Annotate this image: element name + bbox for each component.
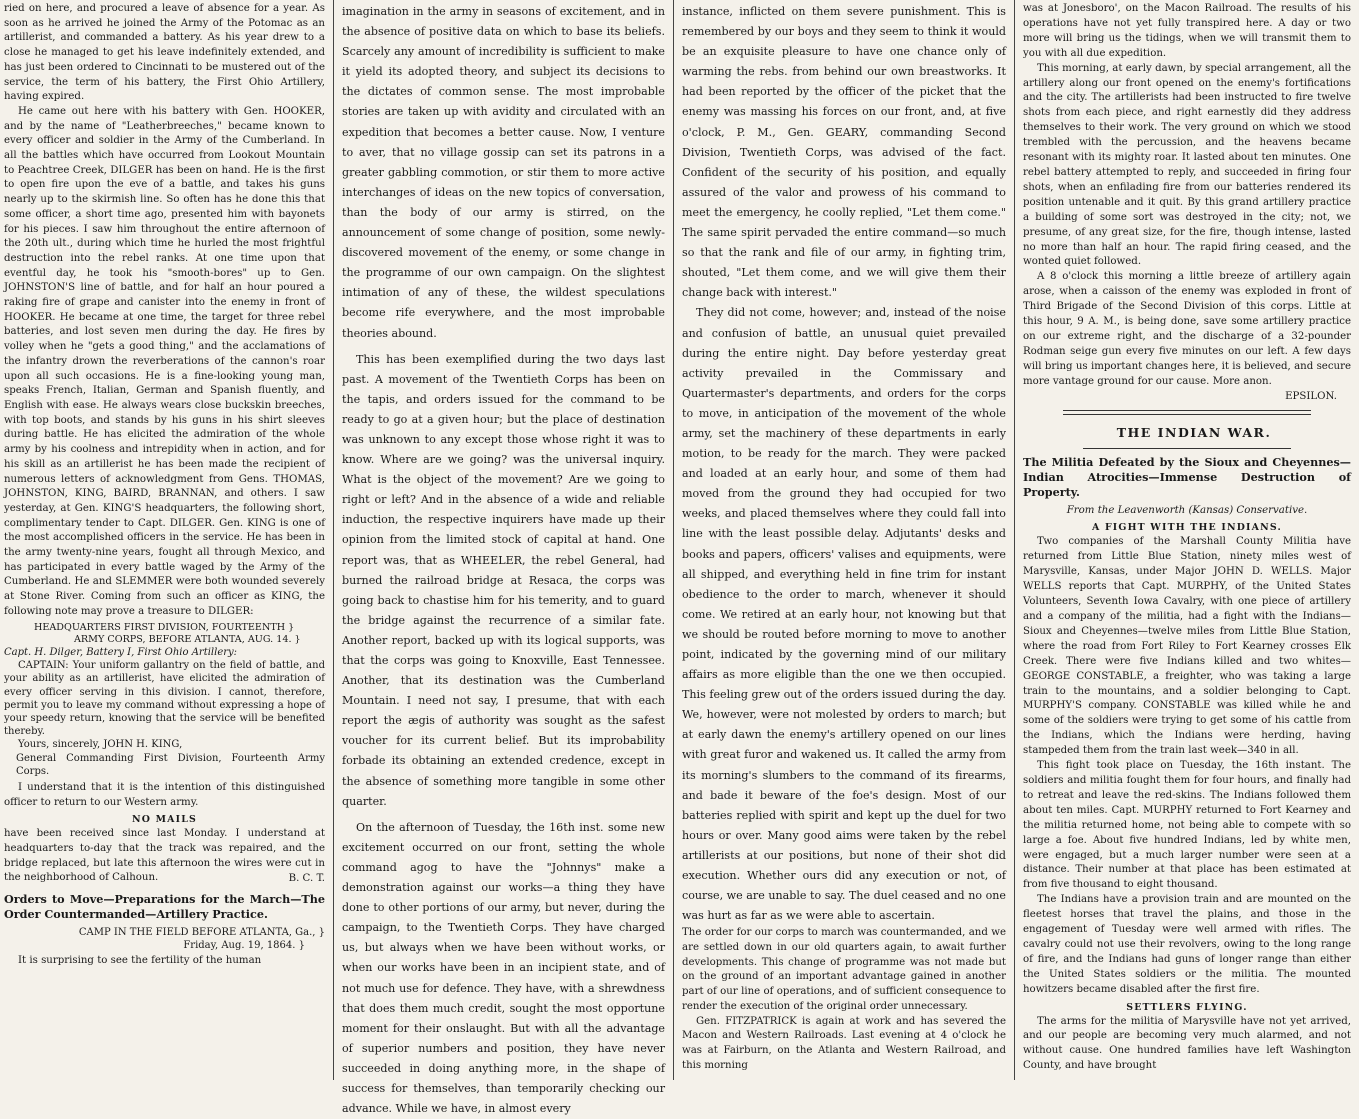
article-paragraph: He came out here with his battery with Gen. HOOKER, and by the name of "Leatherbreeches," became known to every officer and soldier in the Army of the Cumberland. In all the battles which have occurred from Lookout Mountain to Peachtree Creek, DILGER has been on hand. He is the first to open fire upon the eve of a battle, and takes his guns nearly up to the skirmish line. So often has he done this that some officer, a short time ago, presented him with bayonets for his pieces. I saw him throughout the entire afternoon of the 20th ult., during which time he hurled the most frightful destruction into the rebel ranks. At one time upon that eventful day, he took his "smooth-bores" up to Gen. JOHNSTON'S line of battle, and for half an hour poured a raking fire of grape and canister into the enemy in front of HOOKER. He became at one time, the target for three rebel batteries, and lost seven men during the day. He fires by volley when he "gets a good thing," and the acclamations of the infantry drown the reverberations of the cannon's roar upon all such occasions. He is a fine-looking young man, speaks French, Italian, German and Spanish fluently, and English with ease. He always wears close buckskin breeches, with top boots, and stands by his guns in his shirt sleeves during battle. He has elicited the admiration of the whole army by his coolness and intrepidity when in action, and for his skill as an artillerist he has been made the recipient of numerous letters of acknowledgment from Gens. THOMAS, JOHNSTON, KING, BAIRD, BRANNAN, and others. I saw yesterday, at Gen. KING'S headquarters, the following short, complimentary tender to Capt. DILGER. Gen. KING is one of the most accomplished officers in the service. He has been in the army twenty-nine years, fought all through Mexico, and has participated in every battle waged by the Army of the Cumberland. He and SLEMMER were both wounded severely at Stone River. Coming from such an officer as KING, the following note may prove a treasure to DILGER: — [4, 105, 325, 617]
headline-militia: The Militia Defeated by the Sioux and Cheyennes—Indian Atrocities—Immense Destruction of Property. — [1023, 454, 1351, 499]
subheading-no-mails: NO MAILS — [132, 814, 197, 826]
article-paragraph: I understand that it is the intention of this distinguished officer to return to our Western army. — [4, 781, 325, 808]
article-paragraph: imagination in the army in seasons of excitement, and in the absence of positive data on which to base its beliefs. Scarcely any amount of incredibility is sufficient to make it yield its adopted theory, and subject its decisions to the dictates of common sense. The most improbable stories are taken up with avidity and circulated with an expedition that becomes a better cause. Now, I venture to aver, that no village gossip can set its patrons in a greater gabbling commotion, or stir them to more active interchanges of ideas on the new topics of conversation, than the body of our army is stirred, on the announcement of some change of position, some newly-discovered movement of the enemy, or some change in the programme of our own campaign. On the slightest intimation of any of these, the wildest speculations become rife everywhere, and the most improbable theories abound. — [342, 5, 665, 340]
source-line: From the Leavenworth (Kansas) Conservative. — [1066, 504, 1308, 516]
letter-body: CAPTAIN: Your uniform gallantry on the field of battle, and your ability as an artillerist, have elicited the admiration of every officer serving in this division. I cannot, therefore, permit you to leave my command without expressing a hope of your speedy return, knowing that the service will be benefited thereby. — [4, 660, 325, 738]
letter-closing: Yours, sincerely, JOHN H. KING, — [18, 739, 183, 751]
article-paragraph: The Indians have a provision train and are mounted on the fleetest horses that travel the plains, and those in the engagement of Tuesday were well armed with rifles. The cavalry could not use their revolvers, owing to the long range of fire, and the Indians had guns of longer range than either the United States soldiers or the militia. The mounted howitzers became disabled after the first fire. — [1023, 894, 1351, 995]
article-paragraph: It is surprising to see the fertility of the human — [18, 955, 262, 967]
article-paragraph: The order for our corps to march was countermanded, and we are settled down in our old quarters again, to await further developments. This change of programme was not made but on the ground of an important advantage gained in another part of our line of operations, and of sufficient consequence to render the execution of the original order unnecessary. — [682, 927, 1006, 1012]
article-paragraph: They did not come, however; and, instead of the noise and confusion of battle, an unusual quiet prevailed during the entire night. Day before yesterday great activity prevailed in the Commissary and Quartermaster's departments, and orders for the corps to move, in anticipation of the movement of the whole army, set the machinery of these departments in early motion, to be ready for the march. They were packed and loaded at an early hour, and some of them had moved from the ground they had occupied for two weeks, and placed themselves where they could fall into line with the least possible delay. Adjutants' desks and books and papers, officers' valises and equipments, were all shipped, and everything held in fine trim for instant obedience to the order to march, whenever it should come. We retired at an early hour, not knowing but that we should be routed before morning to move to another point, indicated by the governing mind of our military affairs as more eligible than the one we then occupied. This feeling grew out of the orders issued during the day. We, however, were not molested by orders to march; but at early dawn the enemy's artillery opened on our lines with great furor and wakened us. It called the army from its morning's slumbers to the command of its firearms, and bade it beware of the foe's design. Most of our batteries replied with spirit and kept up the duel for two hours or over. Many good aims were taken by the rebel artillerists at our positions, but none of their shot did execution. Whether ours did any execution or not, of course, we are unable to say. The duel ceased and no one was hurt as far as we were able to ascertain. — [682, 306, 1006, 923]
letterhead-line: HEADQUARTERS FIRST DIVISION, FOURTEENTH } — [34, 621, 295, 633]
section-title-indian-war: THE INDIAN WAR. — [1116, 424, 1272, 440]
dateline-line: CAMP IN THE FIELD BEFORE ATLANTA, Ga., } — [78, 927, 325, 939]
subheading-settlers: SETTLERS FLYING. — [1126, 1001, 1248, 1013]
letter — [4, 622, 325, 778]
column-3 — [674, 0, 1015, 1080]
column-1 — [0, 0, 334, 1080]
dateline-line: Friday, Aug. 19, 1864. } — [183, 940, 305, 952]
article-paragraph: Gen. FITZPATRICK is again at work and has severed the Macon and Western Railroads. Last evening at 4 o'clock he was at Fairburn, on the Atlanta and Western Railroad, and this morning — [682, 1015, 1006, 1071]
headline-divider — [1083, 448, 1291, 449]
article-paragraph: A 8 o'clock this morning a little breeze of artillery again arose, when a caisson of the enemy was exploded in front of Third Brigade of the Second Division of this corps. Little at this hour, 9 A. M., is being done, save some artillery practice on our extreme right, and the discharge of a 32-pounder Rodman seige gun every five minutes on our left. A few days will bring us important changes here, it is believed, and secure more vantage ground for our cause. More anon. — [1023, 271, 1351, 387]
letter-signature-title: General Commanding First Division, Fourteenth Army Corps. — [16, 752, 325, 777]
letterhead-line: ARMY CORPS, BEFORE ATLANTA, AUG. 14. } — [74, 633, 301, 645]
section-divider — [1063, 410, 1311, 415]
letter-addressee: Capt. H. Dilger, Battery I, First Ohio Artillery: — [4, 646, 238, 658]
article-paragraph: ried on here, and procured a leave of absence for a year. As soon as he arrived he joined the Army of the Potomac as an artillerist, and commanded a battery. As his year drew to a close he managed to get his leave indefinitely extended, and has just been ordered to Cincinnati to be mustered out of the service, the term of his battery, the First Ohio Artillery, having expired. — [4, 3, 325, 103]
subheading-fight: A FIGHT WITH THE INDIANS. — [1092, 522, 1282, 534]
article-paragraph: This has been exemplified during the two days last past. A movement of the Twentieth Corps has been on the tapis, and orders issued for the command to be ready to go at a given hour; but the place of destination was unknown to any except those whose right it was to know. Where are we going? was the universal inquiry. What is the object of the movement? Are we going to right or left? And in the absence of a wide and reliable induction, the respective inquirers have made up their opinion from the limited stock of capital at hand. One report was, that as WHEELER, the rebel General, had burned the railroad bridge at Resaca, the corps was going back to chastise him for his temerity, and to guard the bridge against the recurrence of a similar fate. Another report, backed up with its logical supports, was that the corps was going to Knoxville, East Tennessee. Another, that its destination was the Cumberland Mountain. I need not say, I presume, that with each report the ægis of authority was sought as the safest voucher for its current belief. But its improbability forbade its obtaining an extended credence, except in the absence of something more tangible in some other quarter. — [342, 352, 665, 808]
signature-bct: B. C. T. — [288, 873, 325, 885]
article-paragraph: have been received since last Monday. I understand at headquarters to-day that the track was repaired, and the bridge replaced, but late this afternoon the wires were cut in the neighborhood of Calhoun. — [4, 828, 325, 884]
column-2 — [334, 0, 674, 1116]
article-paragraph: instance, inflicted on them severe punishment. This is remembered by our boys and they seem to think it would be an exquisite pleasure to have one chance only of warming the rebs. from behind our own breastworks. It had been reported by the officer of the picket that the enemy was massing his forces on our front, and, at five o'clock, P. M., Gen. GEARY, commanding Second Division, Twentieth Corps, was advised of the fact. Confident of the security of his position, and equally assured of the valor and prowess of his command to meet the emergency, he coolly replied, "Let them come." The same spirit pervaded the entire command—so much so that the rank and file of our army, in fighting trim, shouted, "Let them come, and we will give them their change back with interest." — [682, 5, 1006, 300]
article-paragraph: was at Jonesboro', on the Macon Railroad. The results of his operations have not yet fully transpired here. A day or two more will bring us the tidings, when we will transmit them to you with all due expedition. — [1023, 3, 1351, 59]
article-paragraph: The arms for the militia of Marysville have not yet arrived, and our people are becoming very much alarmed, and not without cause. One hundred families have left Washington County, and have brought — [1023, 1015, 1351, 1072]
article-paragraph: Two companies of the Marshall County Militia have returned from Little Blue Station, ninety miles west of Marysville, Kansas, under Major JOHN D. WELLS. Major WELLS reports that Capt. MURPHY, of the United States Volunteers, Seventh Iowa Cavalry, with one piece of artillery and a company of the militia, had a fight with the Indians—Sioux and Cheyennes—twelve miles from Little Blue Station, where the road from Fort Riley to Fort Kearney crosses Elk Creek. There were five Indians killed and two whites—GEORGE CONSTABLE, a freighter, who was taking a large train to the mountains, and a soldier belonging to Capt. MURPHY'S company. CONSTABLE was killed while he and some of the soldiers were trying to get some of his cattle from the Indians, which the Indians were herding, having stampeded them from the train last week—340 in all. — [1023, 536, 1351, 757]
headline-orders: Orders to Move—Preparations for the March—The Order Countermanded—Artillery Practice. — [4, 892, 325, 922]
article-paragraph: On the afternoon of Tuesday, the 16th inst. some new excitement occurred on our front, setting the whole command agog to have the "Johnnys" make a demonstration against our works—a thing they have done to other portions of our army, but never, during the campaign, to the Twentieth Corps. They have charged us, but always when we have been without works, or when our works have been in an incipient state, and of not much use for defence. They have, with a shrewdness that does them much credit, sought the most opportune moment for their onslaught. But with all the advantage of superior numbers and position, they have never succeeded in doing anything more, in the shape of success for themselves, than temporarily checking our advance. While we have, in almost every — [342, 820, 665, 1116]
article-paragraph: This morning, at early dawn, by special arrangement, all the artillery along our front opened on the enemy's fortifications and the city. The artillerists had been instructed to fire twelve shots from each piece, and right earnestly did they address themselves to their work. The very ground on which we stood trembled with the percussion, and the heavens became resonant with its mighty roar. It lasted about ten minutes. One rebel battery attempted to reply, and succeeded in firing four shots, when an enfilading fire from our batteries rendered its position untenable and it quit. By this grand artillery practice a building of some sort was destroyed in the city; not, we presume, of any great size, for the fire, though intense, lasted no more than half an hour. The rapid firing ceased, and the wonted quiet followed. — [1023, 62, 1351, 268]
signature-epsilon: EPSILON. — [1285, 390, 1337, 402]
article-paragraph: This fight took place on Tuesday, the 16th instant. The soldiers and militia fought them for four hours, and finally had to retreat and leave the red-skins. The Indians followed them about ten miles. Capt. MURPHY returned to Fort Kearney and the militia returned home, not being able to compete with so large a foe. About five hundred Indians, led by white men, were engaged, but a much larger number were seen at a distance. Their number at that place has been estimated at from five thousand to eight thousand. — [1023, 760, 1351, 891]
column-4 — [1015, 0, 1359, 1080]
